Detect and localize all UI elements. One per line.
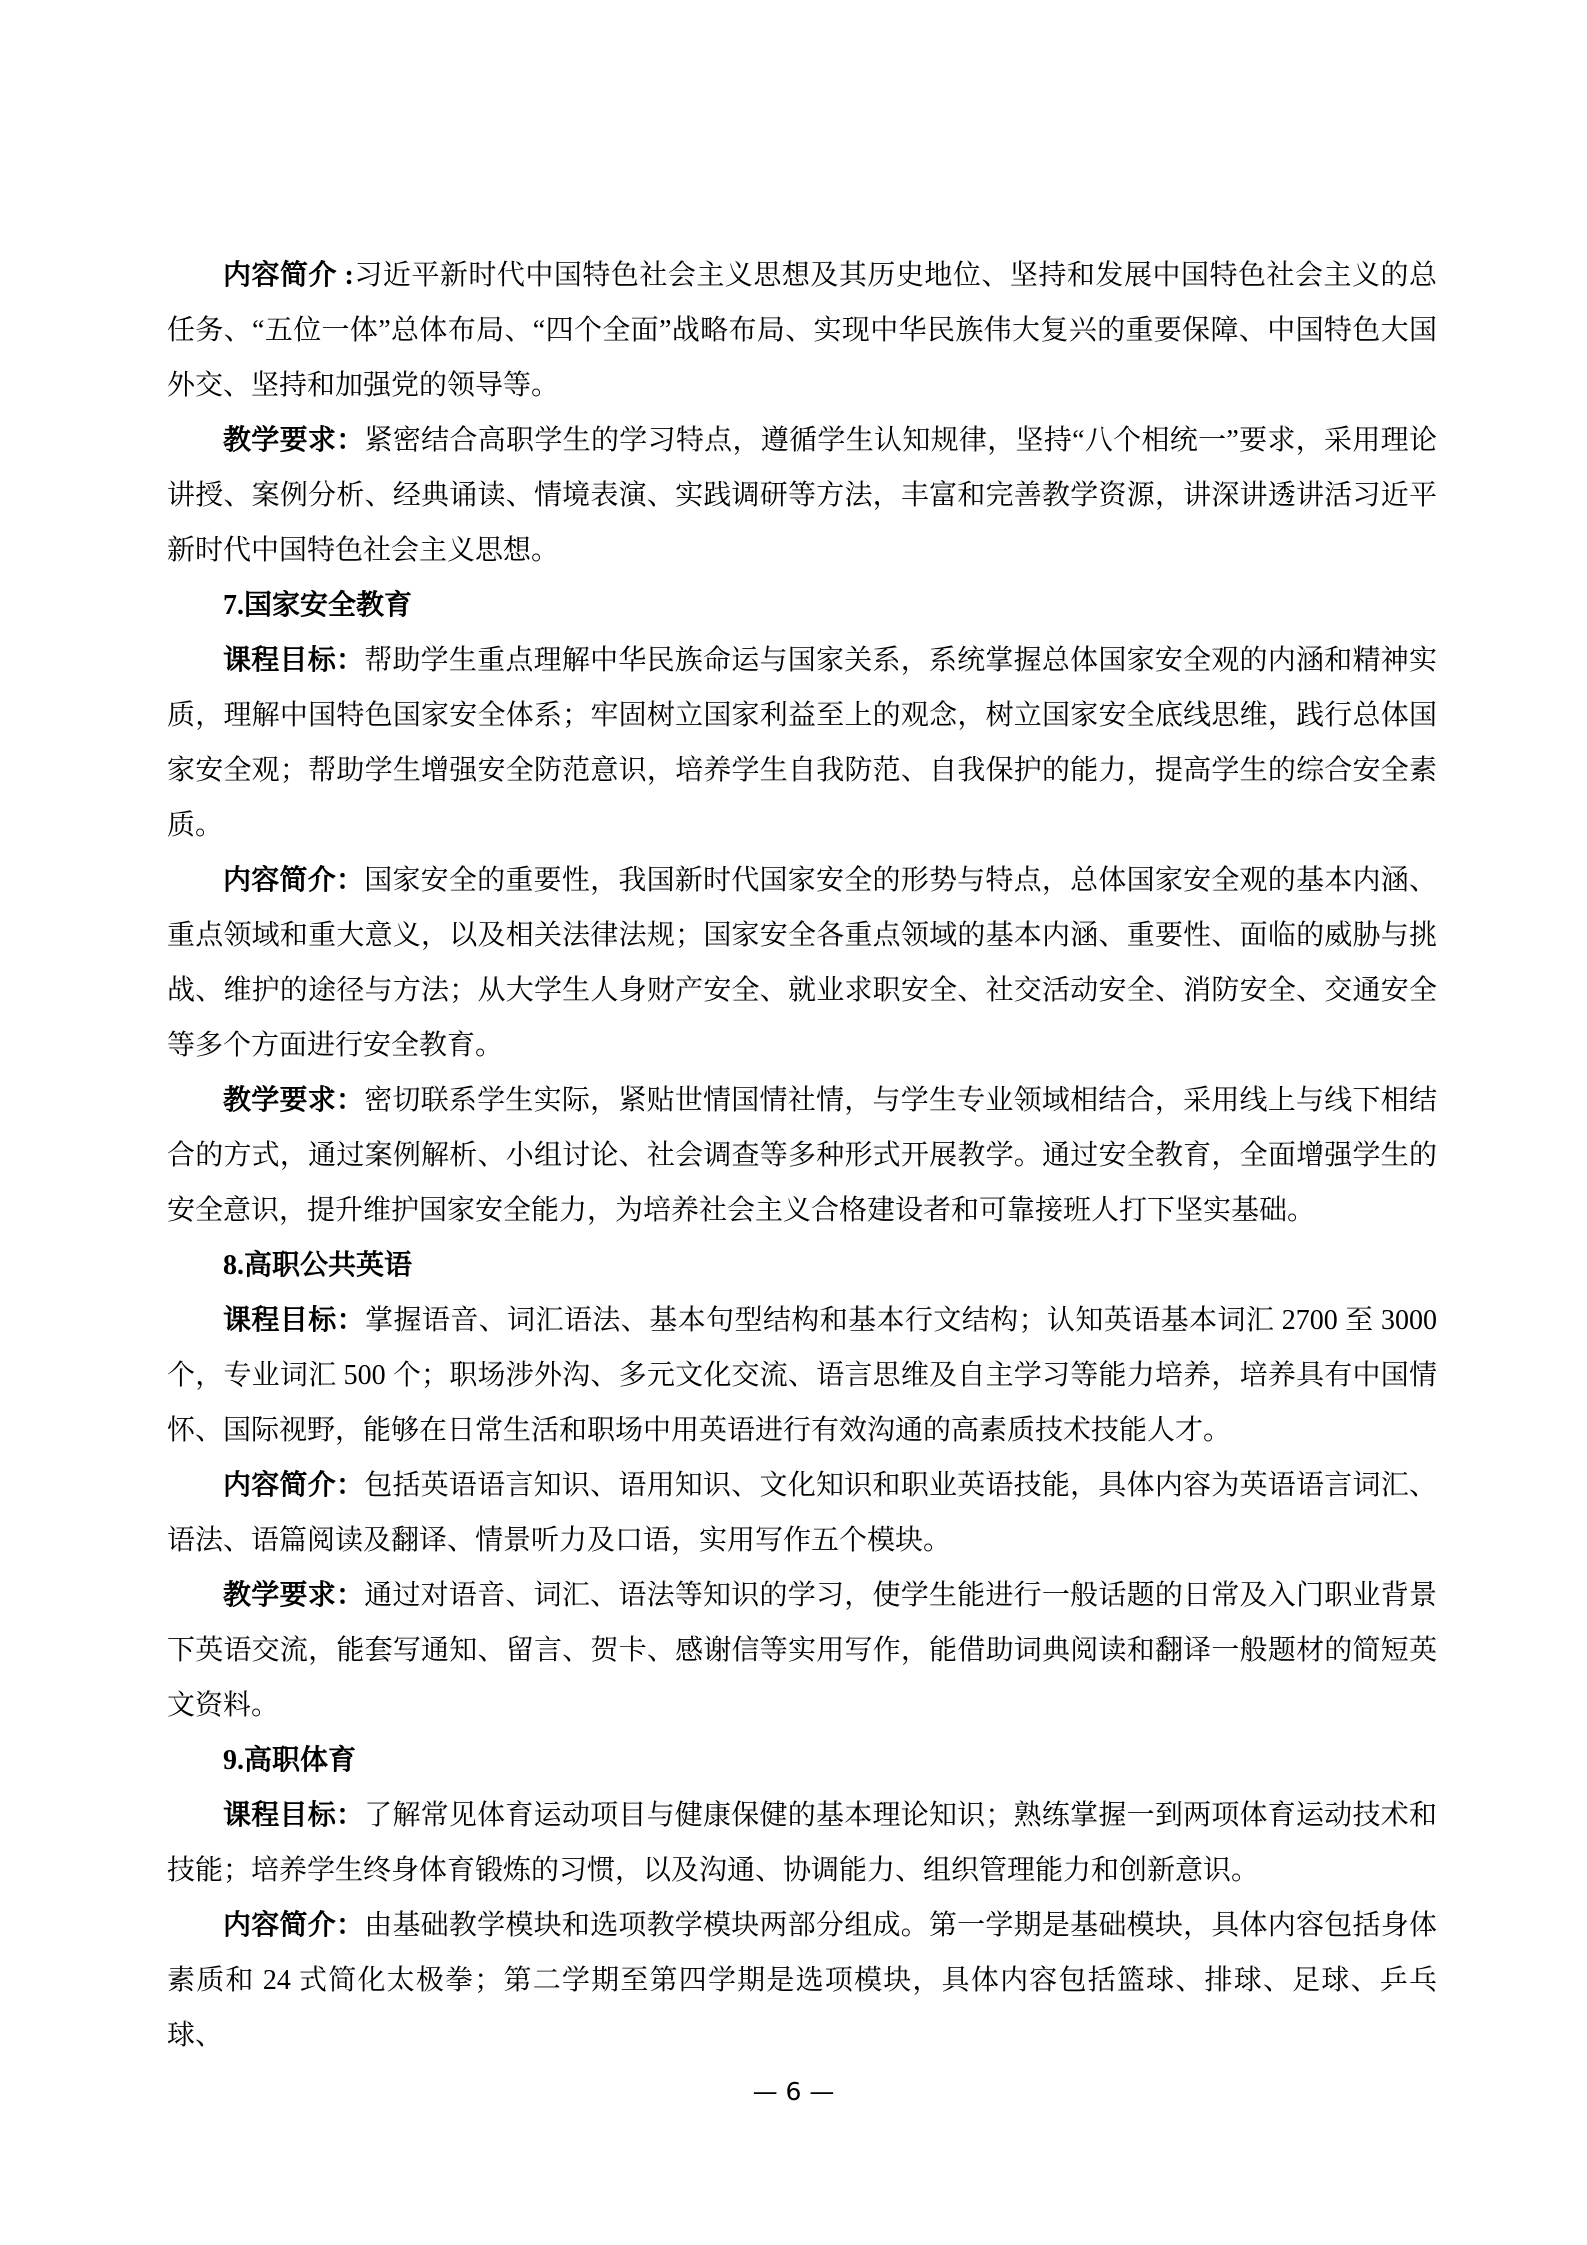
paragraph-text: 习近平新时代中国特色社会主义思想及其历史地位、坚持和发展中国特色社会主义的总任务、“五位一体”总体布局、“四个全面”战略布局、实现中华民族伟大复兴的重要保障、中国特色大国外交、坚持和加强党的领导等。 — [167, 260, 1437, 401]
paragraph-label-colon: ： — [335, 1580, 365, 1611]
paragraph-label: 内容简介 — [223, 1910, 336, 1941]
paragraph-label: 课程目标 — [223, 1305, 337, 1336]
paragraph-label: 教学要求 — [223, 1580, 336, 1611]
paragraph-label: 课程目标 — [223, 1800, 336, 1831]
paragraph-label: 内容简介 — [223, 1470, 336, 1501]
paragraph-label: 内容简介 — [223, 260, 338, 291]
course-paragraph — [167, 1568, 1437, 1733]
paragraph-text: 包括英语语言知识、语用知识、文化知识和职业英语技能，具体内容为英语语言词汇、语法、语篇阅读及翻译、情景听力及口语，实用写作五个模块。 — [167, 1470, 1437, 1556]
heading-text: 8.高职公共英语 — [223, 1250, 413, 1281]
paragraph-label-colon: ： — [335, 1470, 365, 1501]
paragraph-text: 国家安全的重要性，我国新时代国家安全的形势与特点，总体国家安全观的基本内涵、重点领域和重大意义，以及相关法律法规；国家安全各重点领域的基本内涵、重要性、面临的威胁与挑战、维护的途径与方法；从大学生人身财产安全、就业求职安全、社交活动安全、消防安全、交通安全等多个方面进行安全教育。 — [167, 865, 1437, 1061]
course-paragraph — [167, 1293, 1437, 1458]
paragraph-text: 掌握语音、词汇语法、基本句型结构和基本行文结构；认知英语基本词汇 2700 至 3000 个，专业词汇 500 个；职场涉外沟、多元文化交流、语言思维及自主学习等能力培养，培养具有中国情怀、国际视野，能够在日常生活和职场中用英语进行有效沟通的高素质技术技能人才。 — [167, 1305, 1437, 1446]
paragraph-label: 课程目标 — [223, 645, 336, 676]
heading-text: 9.高职体育 — [223, 1745, 357, 1776]
heading-text: 7.国家安全教育 — [223, 590, 413, 621]
paragraph-text: 密切联系学生实际，紧贴世情国情社情，与学生专业领域相结合，采用线上与线下相结合的方式，通过案例解析、小组讨论、社会调查等多种形式开展教学。通过安全教育，全面增强学生的安全意识，提升维护国家安全能力，为培养社会主义合格建设者和可靠接班人打下坚实基础。 — [167, 1085, 1437, 1226]
course-paragraph — [167, 853, 1437, 1073]
paragraph-text: 紧密结合高职学生的学习特点，遵循学生认知规律，坚持“八个相统一”要求，采用理论讲授、案例分析、经典诵读、情境表演、实践调研等方法，丰富和完善教学资源，讲深讲透讲活习近平新时代中国特色社会主义思想。 — [167, 425, 1437, 566]
paragraph-text: 了解常见体育运动项目与健康保健的基本理论知识；熟练掌握一到两项体育运动技术和技能；培养学生终身体育锻炼的习惯，以及沟通、协调能力、组织管理能力和创新意识。 — [167, 1800, 1437, 1886]
paragraph-label: 教学要求 — [223, 425, 337, 456]
paragraph-text: 由基础教学模块和选项教学模块两部分组成。第一学期是基础模块，具体内容包括身体素质和 24 式简化太极拳；第二学期至第四学期是选项模块，具体内容包括篮球、排球、足球、乒乓球、 — [167, 1910, 1437, 2051]
paragraph-label-colon: ： — [335, 645, 365, 676]
course-paragraph — [167, 1458, 1437, 1568]
paragraph-label-colon: ： — [335, 1085, 365, 1116]
paragraph-label-colon: ： — [336, 1305, 366, 1336]
course-paragraph — [167, 1788, 1437, 1898]
course-paragraph — [167, 633, 1437, 853]
course-section-heading — [167, 1238, 1437, 1293]
paragraph-label-colon: ： — [335, 1910, 365, 1941]
course-paragraph — [167, 413, 1437, 578]
paragraph-label-colon: ： — [336, 425, 365, 456]
paragraph-label: 教学要求 — [223, 1085, 336, 1116]
page-number: — 6 — — [752, 2077, 835, 2106]
paragraph-text: 帮助学生重点理解中华民族命运与国家关系，系统掌握总体国家安全观的内涵和精神实质，理解中国特色国家安全体系；牢固树立国家利益至上的观念，树立国家安全底线思维，践行总体国家安全观；帮助学生增强安全防范意识，培养学生自我防范、自我保护的能力，提高学生的综合安全素质。 — [167, 645, 1437, 841]
course-section-heading — [167, 578, 1437, 633]
paragraph-label: 内容简介 — [223, 865, 336, 896]
paragraph-label-colon: ： — [335, 1800, 365, 1831]
paragraph-label-colon: : — [337, 260, 354, 291]
paragraph-text: 通过对语音、词汇、语法等知识的学习，使学生能进行一般话题的日常及入门职业背景下英语交流，能套写通知、留言、贺卡、感谢信等实用写作，能借助词典阅读和翻译一般题材的简短英文资料。 — [167, 1580, 1437, 1721]
course-section-heading — [167, 1733, 1437, 1788]
paragraph-label-colon: ： — [335, 865, 365, 896]
course-paragraph — [167, 248, 1437, 413]
page-footer — [0, 2064, 1587, 2119]
course-paragraph — [167, 1898, 1437, 2063]
course-paragraph — [167, 1073, 1437, 1238]
page-body — [167, 248, 1437, 2063]
